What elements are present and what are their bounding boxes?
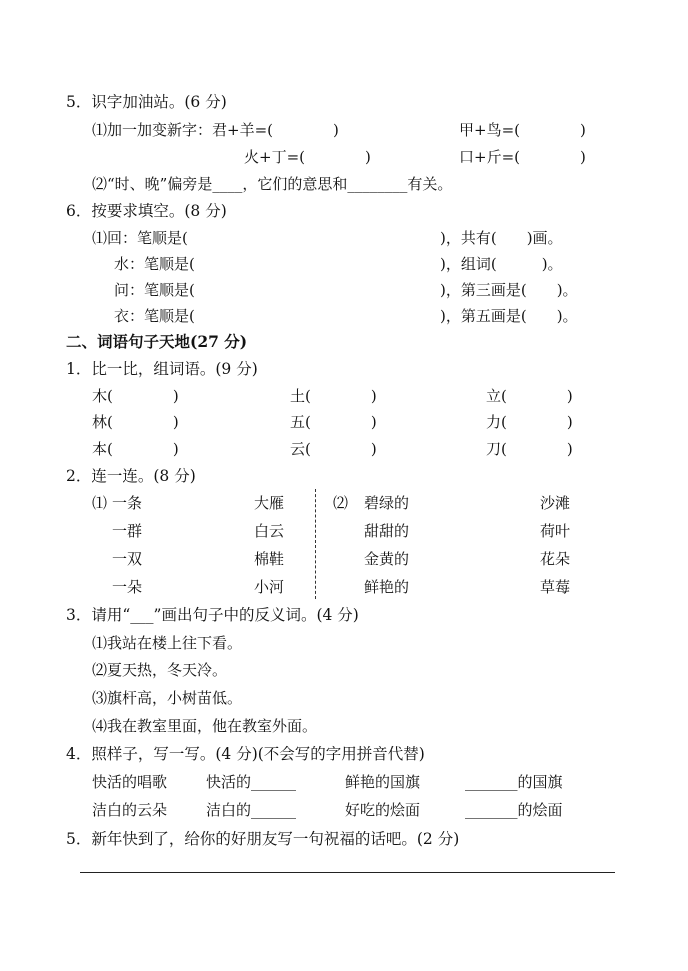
p3-item-1: ⑴我站在楼上往下看。: [92, 634, 243, 652]
p2-title: 2．连一连。(8 分): [66, 467, 196, 485]
p2-left-a-1: 一条: [112, 494, 143, 512]
p5-answer-line[interactable]: [80, 872, 615, 873]
q5-title: 5．识字加油站。(6 分): [66, 93, 227, 111]
p3-item-4: ⑷我在教室里面，他在教室外面。: [92, 717, 318, 735]
q5-row2-right: 口+斤=( ): [459, 148, 586, 166]
p2-left-b-1: 大雁: [254, 494, 285, 512]
p2-right-b-1: 沙滩: [540, 494, 571, 512]
p4-r2-c3: 好吃的烩面: [345, 801, 421, 819]
p4-r2-c4: _______的烩面: [465, 801, 563, 819]
p3-item-2: ⑵夏天热，冬天冷。: [92, 661, 228, 679]
p1-r2-c3: 力( ): [486, 413, 573, 431]
p2-left-a-3: 一双: [112, 550, 143, 568]
p2-left-a-4: 一朵: [112, 578, 143, 596]
p1-r2-c1: 林( ): [92, 413, 179, 431]
p2-right-b-3: 花朵: [540, 550, 571, 568]
p2-divider: [315, 489, 316, 599]
p4-title: 4．照样子，写一写。(4 分)(不会写的字用拼音代替): [66, 745, 425, 763]
p2-right-b-2: 荷叶: [540, 522, 571, 540]
q6-row4-right: )，第五画是( )。: [440, 307, 578, 325]
p2-right-a-2: 甜甜的: [364, 522, 410, 540]
q6-title: 6．按要求填空。(8 分): [66, 202, 227, 220]
q5-row1-right: 甲+鸟=( ): [459, 121, 586, 139]
p2-left-a-2: 一群: [112, 522, 143, 540]
q6-row3-left: 问：笔顺是(: [114, 281, 195, 299]
q6-row1-left: ⑴回：笔顺是(: [92, 229, 188, 247]
p2-right-a-3: 金黄的: [364, 550, 410, 568]
p2-left-b-4: 小河: [254, 578, 285, 596]
p1-r1-c3: 立( ): [486, 387, 573, 405]
p5-title: 5．新年快到了，给你的好朋友写一句祝福的话吧。(2 分): [66, 830, 460, 848]
p2-right-a-1: 碧绿的: [364, 494, 410, 512]
p1-r3-c2: 云( ): [290, 440, 377, 458]
p4-r2-c2: 洁白的______: [206, 801, 297, 819]
q6-row4-left: 衣：笔顺是(: [114, 307, 195, 325]
p4-r1-c4: _______的国旗: [465, 773, 563, 791]
p2-right-a-4: 鲜艳的: [364, 578, 410, 596]
p2-right-b-4: 草莓: [540, 578, 571, 596]
p4-r1-c1: 快活的唱歌: [92, 773, 168, 791]
p2-left-b-2: 白云: [254, 522, 285, 540]
p3-item-3: ⑶旗杆高，小树苗低。: [92, 689, 243, 707]
p3-title: 3．请用“___”画出句子中的反义词。(4 分): [66, 606, 359, 624]
p2-left-label: ⑴: [92, 494, 108, 512]
p1-r1-c1: 木( ): [92, 387, 179, 405]
q6-row2-left: 水：笔顺是(: [114, 255, 195, 273]
p4-r1-c3: 鲜艳的国旗: [345, 773, 421, 791]
p2-right-label: ⑵: [333, 494, 349, 512]
p4-r2-c1: 洁白的云朵: [92, 801, 168, 819]
q6-row2-right: )，组词( )。: [440, 255, 563, 273]
q6-row3-right: )，第三画是( )。: [440, 281, 578, 299]
section2-title: 二、词语句子天地(27 分): [66, 332, 248, 351]
p1-r3-c3: 刀( ): [486, 440, 573, 458]
q5-row1-left: ⑴加一加变新字：君+羊=( ): [92, 121, 339, 139]
p2-left-b-3: 棉鞋: [254, 550, 285, 568]
p1-r3-c1: 本( ): [92, 440, 179, 458]
p4-r1-c2: 快活的______: [206, 773, 297, 791]
q6-row1-right: )，共有( )画。: [440, 229, 563, 247]
p1-r2-c2: 五( ): [290, 413, 377, 431]
q5-row2-left: 火+丁=( ): [244, 148, 371, 166]
p1-title: 1．比一比，组词语。(9 分): [66, 360, 258, 378]
p1-r1-c2: 土( ): [290, 387, 377, 405]
q5-row3: ⑵“时、晚”偏旁是____，它们的意思和________有关。: [92, 175, 453, 193]
